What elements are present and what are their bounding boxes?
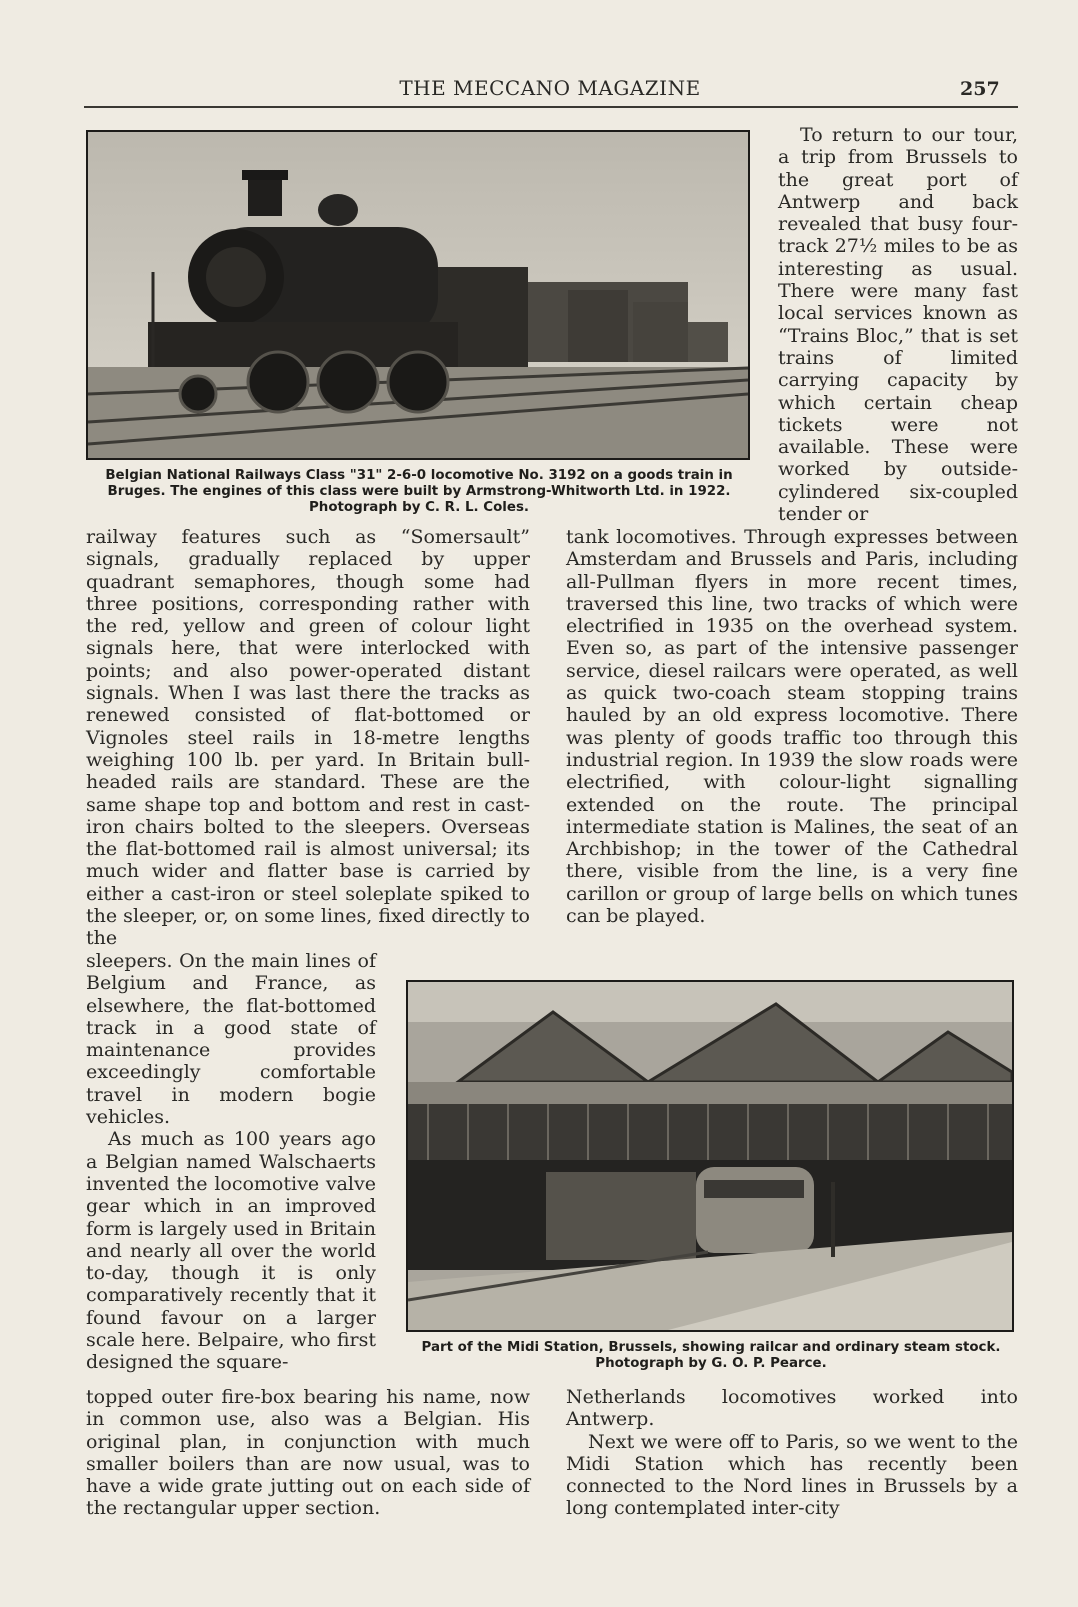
locomotive-caption: Belgian National Railways Class "31" 2-6-0 locomotive No. 3192 on a goods train in Bruges. The engines of this class were built by Armstrong-Whitworth Ltd. in 1922. Photograph by C. R. L. Coles. [105,468,733,515]
paragraph-walschaerts: As much as 100 years ago a Belgian named Walschaerts invented the locomotive valve gear which in an improved form is largely used in Britain and nearly all over the world to-day, though it is only comparatively recently that it found favour on a larger scale here. Belpaire, who first designed the square- [86,1128,376,1374]
paragraph-belpaire: topped outer fire-box bearing his name, now in common use, also was a Belgian. His original plan, in conjunction with much smaller boilers than are now usual, was to have a wide grate jutting out on each side of the rectangular upper section. [86,1386,530,1520]
paragraph-netherlands: Netherlands locomotives worked into Antwerp. [566,1386,1018,1431]
column-right-top [778,124,1018,525]
paragraph-signals-rails: railway features such as “Somersault” signals, gradually replaced by upper quadrant semaphores, though some had three positions, corresponding rather with the red, yellow and green of colour light signals here, that were interlocked with points; and also power-operated distant signals. When I was last there the tracks as renewed consisted of flat-bottomed or Vignoles steel rails in 18-metre lengths weighing 100 lb. per yard. In Britain bull-headed rails are standard. These are the same shape top and bottom and rest in cast-iron chairs bolted to the sleepers. Overseas the flat-bottomed rail is almost universal; its much wider and flatter base is carried by either a cast-iron or steel soleplate spiked to the sleeper, or, on some lines, fixed directly to the [86,526,530,950]
station-photo [406,980,1014,1332]
locomotive-illustration [88,132,748,458]
paragraph-paris-midi: Next we were off to Paris, so we went to the Midi Station which has recently been connected to the Nord lines in Brussels by a long contemplated inter-city [566,1430,1018,1520]
station-caption: Part of the Midi Station, Brussels, showing railcar and ordinary steam stock. Photograph by G. O. P. Pearce. [421,1340,1001,1371]
paragraph-antwerp-line: tank locomotives. Through expresses between Amsterdam and Brussels and Paris, including all-Pullman flyers in more recent times, traversed this line, two tracks of which were electrified in 1935 on the overhead system. Even so, as part of the intensive passenger service, diesel railcars were operated, as well as quick two-coach steam stopping trains hauled by an old express locomotive. There was plenty of goods traffic too through this industrial region. In 1939 the slow roads were electrified, with colour-light signalling extended on the route. The principal intermediate station is Malines, the seat of an Archbishop; in the tower of the Cathedral there, visible from the line, is a very fine carillon or group of large bells on which tunes can be played. [566,526,1018,928]
station-illustration [408,982,1012,1330]
column-left-middle [86,526,530,950]
column-right-bottom [566,1386,1018,1520]
locomotive-photo [86,130,750,460]
page-number: 257 [960,78,1000,100]
paragraph-bogie-travel: sleepers. On the main lines of Belgium and France, as elsewhere, the flat-bottomed track in a good state of maintenance provides exceedingly comfortable travel in modern bogie vehicles. [86,950,376,1129]
header-rule [84,106,1018,108]
running-header: THE MECCANO MAGAZINE [399,76,701,100]
paragraph-trip-antwerp: To return to our tour, a trip from Brussels to the great port of Antwerp and back revealed that busy four-track 27½ miles to be as interesting as usual. There were many fast local services known as “Trains Bloc,” that is set trains of limited carrying capacity by which certain cheap tickets were not available. These were worked by outside-cylindered six-coupled tender or [778,124,1018,526]
column-left-bottom [86,1386,530,1520]
column-right-middle [566,526,1018,927]
column-left-narrow [86,950,376,1374]
